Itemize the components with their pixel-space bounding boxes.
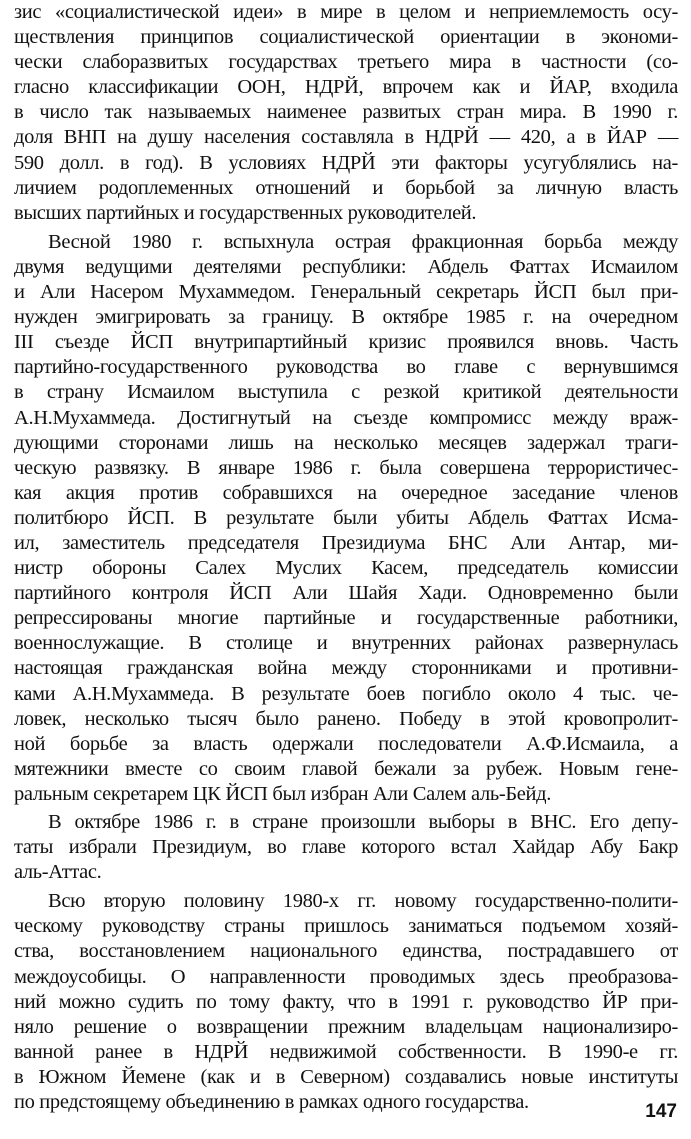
text-line: настоящая гражданская война между сторонниками и противни- bbox=[14, 657, 678, 680]
text-line: ральным секретарем ЦК ЙСП был избран Али Салем аль-Бейд. bbox=[14, 782, 551, 805]
text-line: междоусобицы. О направленности проводимых здесь преобразова- bbox=[14, 965, 678, 988]
text-line: кая акция против собравшихся на очередное заседание членов bbox=[14, 481, 678, 504]
text-line: ществления принципов социалистической ориентации в экономи- bbox=[14, 26, 678, 49]
text-line: ческую развязку. В январе 1986 г. была совершена террористичес- bbox=[14, 456, 678, 479]
text-line: III съезде ЙСП внутрипартийный кризис проявился вновь. Часть bbox=[14, 331, 678, 354]
text-line: таты избрали Президиум, во главе которого встал Хайдар Абу Бакр bbox=[14, 836, 678, 859]
text-line: партийно-государственного руководства во главе с вернувшимся bbox=[14, 356, 678, 379]
text-line: ний можно судить по тому факту, что в 1991 г. руководство ЙР при- bbox=[14, 990, 678, 1013]
text-line: ной борьбе за власть одержали последователи А.Ф.Исмаила, а bbox=[14, 732, 678, 755]
text-line: нистр обороны Салех Муслих Касем, председатель комиссии bbox=[14, 557, 678, 580]
text-line: личием родоплеменных отношений и борьбой за личную власть bbox=[14, 176, 678, 199]
paragraph bbox=[14, 230, 678, 807]
text-line: няло решение о возвращении прежним владельцам национализиро- bbox=[14, 1015, 678, 1038]
text-line: и Али Насером Мухаммедом. Генеральный секретарь ЙСП был при- bbox=[14, 281, 678, 304]
text-line: дующими сторонами лишь на несколько месяцев задержал траги- bbox=[14, 431, 678, 454]
text-line: ками А.Н.Мухаммеда. В результате боев погибло около 4 тыс. че- bbox=[14, 682, 678, 705]
text-line: военнослужащие. В столице и внутренних районах развернулась bbox=[14, 632, 678, 655]
text-line: партийного контроля ЙСП Али Шайя Хади. Одновременно были bbox=[14, 582, 678, 605]
text-line: нужден эмигрировать за границу. В октябре 1985 г. на очередном bbox=[14, 306, 678, 329]
text-line: ил, заместитель председателя Президиума БНС Али Антар, ми- bbox=[14, 531, 678, 554]
text-line: мятежники вместе со своим главой бежали за рубеж. Новым гене- bbox=[14, 757, 678, 780]
paragraph bbox=[14, 889, 678, 1115]
text-line: ванной ранее в НДРЙ недвижимой собственности. В 1990-е гг. bbox=[14, 1040, 678, 1063]
text-line: ловек, несколько тысяч было ранено. Победу в этой кровопролит- bbox=[14, 707, 678, 730]
text-line: А.Н.Мухаммеда. Достигнутый на съезде компромисс между враж- bbox=[14, 406, 678, 429]
text-line: зис «социалистической идеи» в мире в целом и неприемлемость осу- bbox=[14, 1, 678, 23]
text-line: репрессированы многие партийные и государственные работники, bbox=[14, 607, 678, 630]
paragraph bbox=[14, 810, 678, 885]
text-line: ческому руководству страны пришлось заниматься подъемом хозяй- bbox=[14, 915, 678, 938]
text-line: 590 долл. в год). В условиях НДРЙ эти факторы усугублялись на- bbox=[14, 151, 678, 174]
text-line: в страну Исмаилом выступила с резкой критикой деятельности bbox=[14, 381, 678, 404]
page-number: 147 bbox=[645, 1101, 677, 1122]
text-line: в Южном Йемене (как и в Северном) создавались новые институты bbox=[14, 1065, 678, 1088]
body-text bbox=[14, 0, 678, 1115]
text-line: ства, восстановлением национального единства, пострадавшего от bbox=[14, 940, 678, 963]
text-line: аль-Аттас. bbox=[14, 861, 102, 884]
text-line: В октябре 1986 г. в стране произошли выборы в ВНС. Его депу- bbox=[48, 811, 678, 833]
text-line: Всю вторую половину 1980-х гг. новому государственно-полити- bbox=[48, 890, 678, 913]
text-line: по предстоящему объединению в рамках одного государства. bbox=[14, 1091, 529, 1114]
paragraph bbox=[14, 0, 678, 226]
text-line: доля ВНП на душу населения составляла в НДРЙ — 420, а в ЙАР — bbox=[14, 126, 678, 149]
text-line: гласно классификации ООН, НДРЙ, впрочем как и ЙАР, входила bbox=[14, 76, 678, 99]
text-line: двумя ведущими деятелями республики: Абдель Фаттах Исмаилом bbox=[14, 255, 678, 278]
text-line: в число так называемых наименее развитых стран мира. В 1990 г. bbox=[14, 101, 678, 124]
text-line: высших партийных и государственных руководителей. bbox=[14, 201, 477, 224]
text-line: чески слаборазвитых государствах третьего мира в частности (со- bbox=[14, 51, 678, 74]
text-line: политбюро ЙСП. В результате были убиты Абдель Фаттах Исма- bbox=[14, 506, 678, 529]
text-line: Весной 1980 г. вспыхнула острая фракционная борьба между bbox=[48, 230, 678, 253]
